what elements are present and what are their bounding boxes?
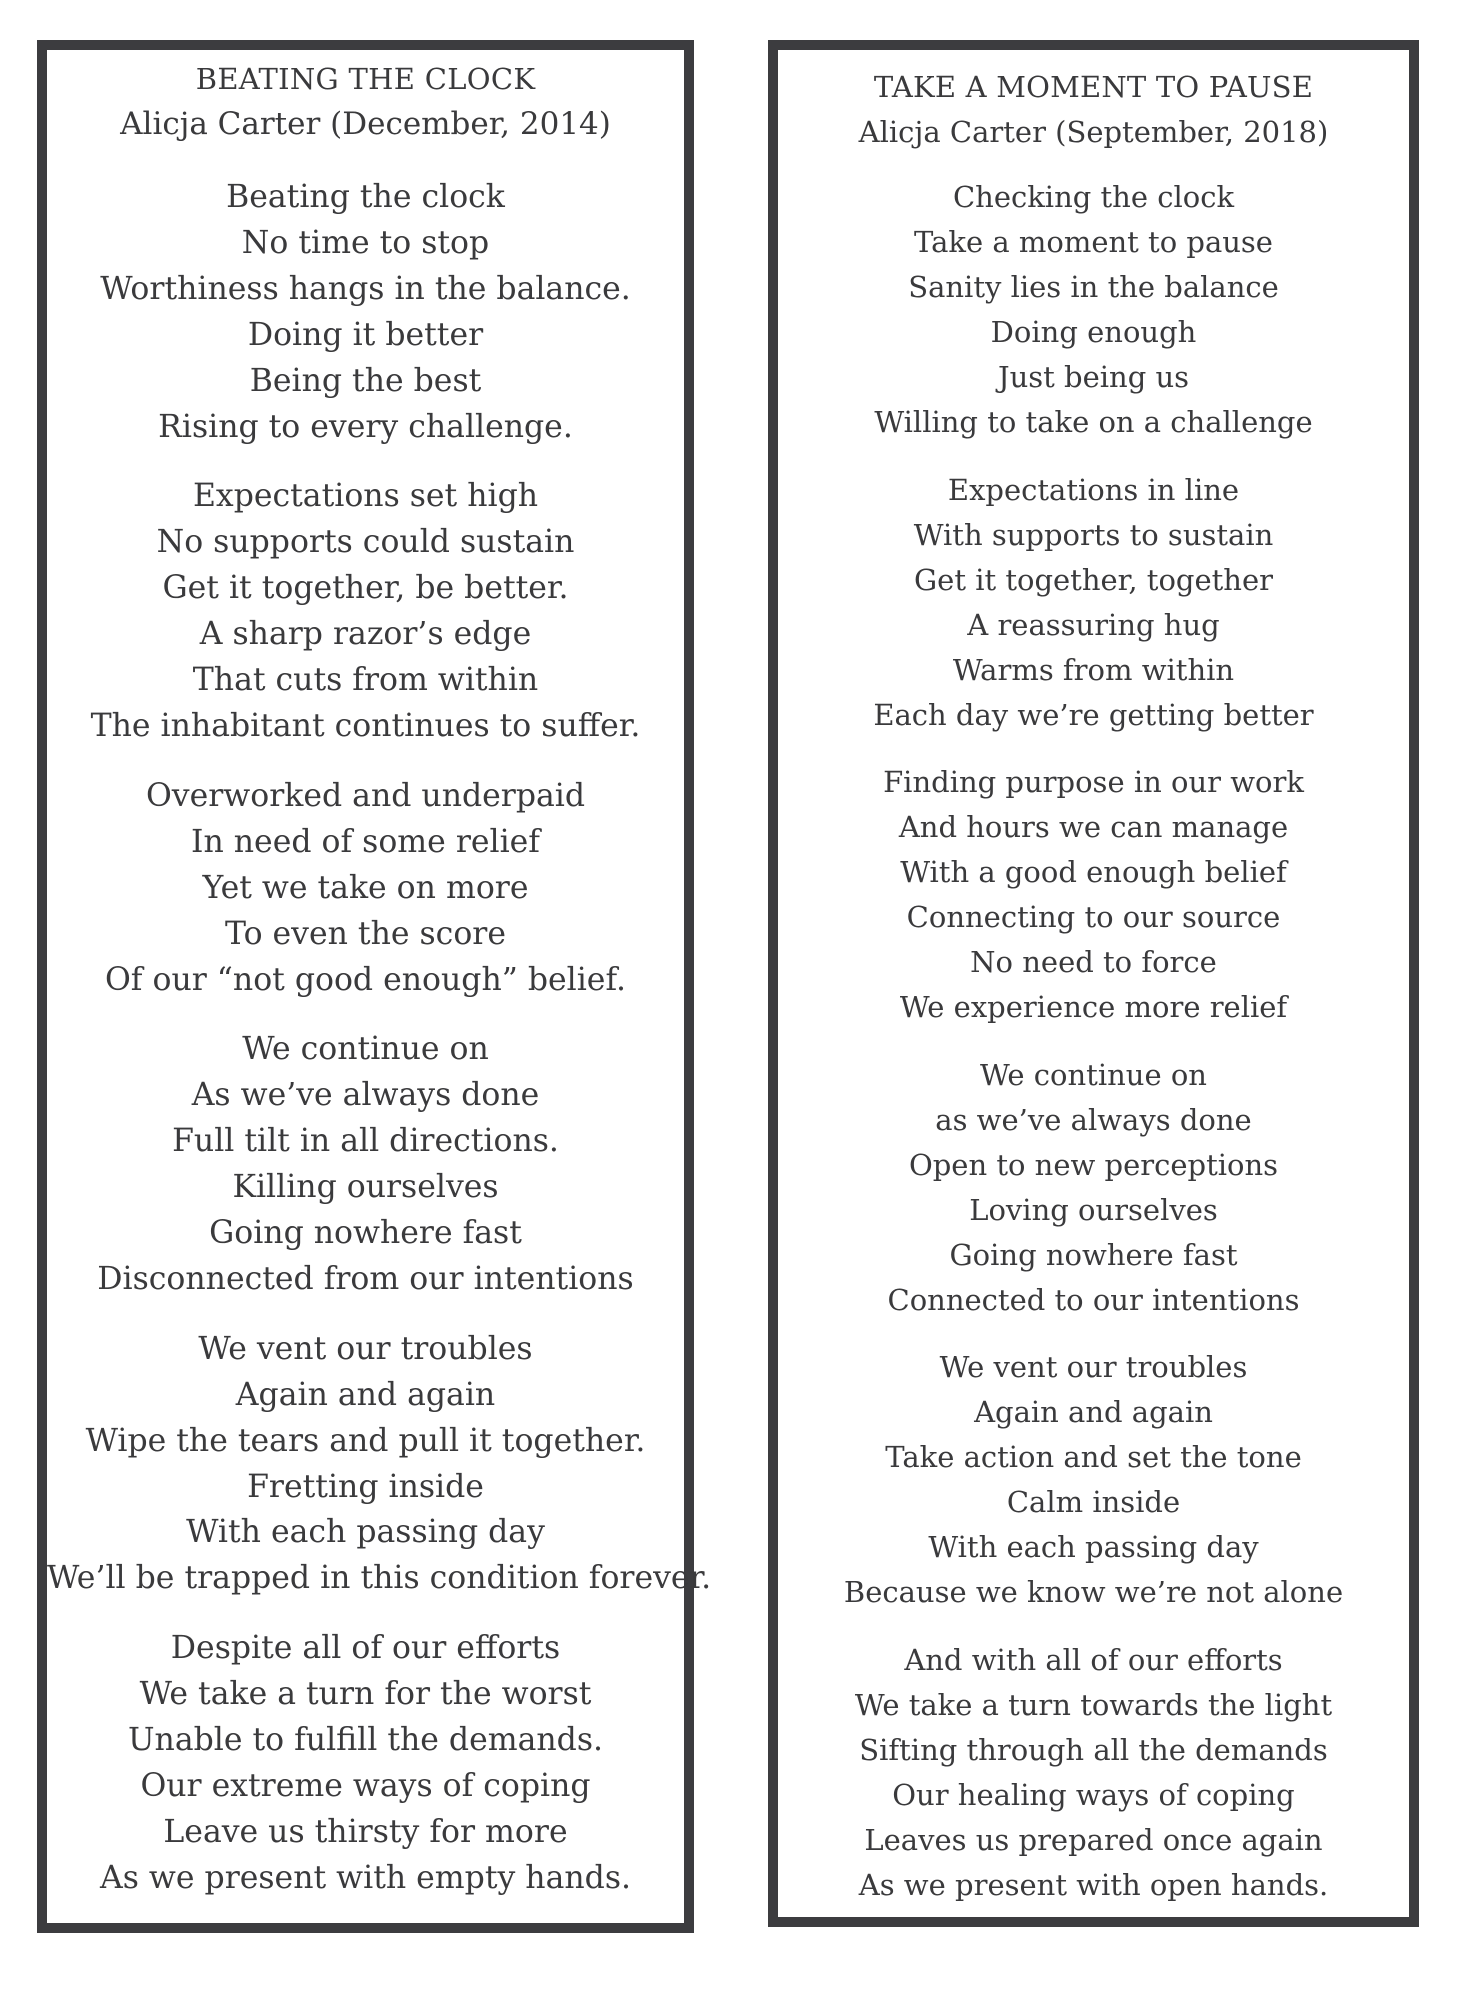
poem-line: With each passing day	[928, 1530, 1259, 1564]
poem-line: Take a moment to pause	[914, 225, 1273, 259]
stanza	[47, 1327, 712, 1602]
poem-line: Expectations set high	[192, 478, 539, 515]
poem-author: Alicja Carter (December, 2014)	[120, 106, 611, 142]
poem-line: We experience more relief	[899, 990, 1288, 1024]
poem-line: Just being us	[997, 360, 1190, 394]
poem-line: Leaves us prepared once again	[864, 1822, 1323, 1857]
poem-line: Checking the clock	[952, 180, 1235, 214]
stanza	[47, 1626, 684, 1901]
poem-line: Killing ourselves	[232, 1169, 499, 1206]
poem-line: Open to new perceptions	[908, 1147, 1279, 1182]
poem-line: Our healing ways of coping	[892, 1777, 1295, 1812]
poem-line: Going nowhere fast	[949, 1237, 1238, 1272]
poem-line: Expectations in line	[947, 472, 1240, 507]
poem-author: Alicja Carter (September, 2018)	[858, 115, 1329, 149]
poem-line: To even the score	[225, 915, 506, 952]
poem-line: We take a turn towards the light	[854, 1687, 1333, 1722]
poem-line: Connecting to our source	[906, 900, 1281, 934]
poem-panel-right	[768, 40, 1419, 1927]
poem-line: And with all of our efforts	[904, 1642, 1283, 1677]
poem-title: BEATING THE CLOCK	[195, 62, 536, 96]
poem-line: Doing enough	[990, 315, 1197, 349]
poem-line: Being the best	[249, 362, 482, 399]
poem-line: Overworked and underpaid	[145, 777, 586, 814]
poem-line: A reassuring hug	[967, 607, 1220, 642]
poem-line: Our extreme ways of coping	[140, 1768, 591, 1804]
poem-line: Beating the clock	[226, 179, 505, 215]
poem-line: Yet we take on more	[202, 869, 529, 906]
poem-line: Disconnected from our intentions	[97, 1260, 634, 1297]
poem-line: The inhabitant continues to suffer.	[90, 707, 641, 744]
poem-line: Sifting through all the demands	[859, 1732, 1328, 1767]
poem-body	[47, 175, 712, 1902]
poem-line: A sharp razor’s edge	[199, 616, 532, 653]
poem-line: That cuts from within	[192, 662, 539, 699]
poem-line: Connected to our intentions	[887, 1282, 1300, 1317]
poem-line: Fretting inside	[247, 1468, 484, 1505]
poem-line: Take action and set the tone	[885, 1440, 1302, 1474]
poem-line: We continue on	[242, 1031, 489, 1068]
poem-title: TAKE A MOMENT TO PAUSE	[873, 70, 1314, 104]
poem-line: Sanity lies in the balance	[908, 270, 1279, 304]
poem-body	[778, 175, 1409, 1908]
poem-line: As we’ve always done	[191, 1077, 540, 1114]
poem-line: With supports to sustain	[913, 517, 1274, 552]
poem-line: Warms from within	[952, 652, 1235, 687]
poem-line: We continue on	[979, 1057, 1207, 1092]
poem-line: Loving ourselves	[969, 1192, 1218, 1227]
poem-line: Doing it better	[247, 316, 484, 353]
stanza	[778, 760, 1409, 1030]
poem-line: Of our “not good enough” belief.	[104, 961, 626, 998]
poem-line: Each day we’re getting better	[873, 697, 1314, 732]
poem-panel-left	[37, 40, 712, 1933]
poem-line: No need to force	[970, 945, 1217, 979]
poem-line: Wipe the tears and pull it together.	[85, 1422, 646, 1459]
poem-line: Get it together, together	[914, 562, 1273, 597]
poem-line: We take a turn for the worst	[139, 1676, 592, 1713]
poem-line: And hours we can manage	[898, 810, 1289, 844]
stanza	[47, 774, 684, 1004]
poem-line: Get it together, be better.	[162, 570, 569, 607]
stanza	[778, 175, 1409, 445]
poem-line: As we present with open hands.	[858, 1867, 1329, 1902]
poem-line: Full tilt in all directions.	[172, 1123, 559, 1160]
poem-line: Rising to every challenge.	[158, 408, 573, 445]
poem-line: as we’ve always done	[935, 1102, 1252, 1137]
poem-line: With each passing day	[186, 1514, 545, 1551]
poem-line: With a good enough belief	[900, 855, 1287, 889]
poem-line: In need of some relief	[191, 823, 540, 860]
stanza	[47, 1027, 684, 1302]
poem-line: As we present with empty hands.	[99, 1859, 631, 1896]
stanza	[778, 1345, 1409, 1615]
poem-line: We vent our troubles	[198, 1330, 533, 1367]
poem-line: Unable to fulfill the demands.	[127, 1722, 604, 1759]
stanza	[778, 1053, 1409, 1323]
stanza	[778, 468, 1409, 738]
stanza	[778, 1638, 1409, 1908]
poem-line: No supports could sustain	[156, 524, 575, 561]
poem-line: Willing to take on a challenge	[874, 405, 1313, 439]
poem-line: Again and again	[235, 1376, 496, 1413]
poem-line: Despite all of our efforts	[170, 1630, 561, 1667]
poem-line: We vent our troubles	[939, 1350, 1248, 1384]
poem-line: Leave us thirsty for more	[163, 1813, 568, 1850]
poem-line: Going nowhere fast	[209, 1215, 522, 1252]
poem-line: Finding purpose in our work	[883, 765, 1304, 799]
poem-line: We’ll be trapped in this condition forever.	[47, 1560, 712, 1597]
poem-line: No time to stop	[241, 224, 490, 261]
poem-line: Again and again	[974, 1395, 1213, 1429]
stanza	[47, 474, 684, 749]
stanza	[47, 175, 684, 450]
poem-line: Because we know we’re not alone	[843, 1575, 1344, 1609]
poem-line: Worthiness hangs in the balance.	[100, 270, 631, 307]
poem-line: Calm inside	[1006, 1485, 1181, 1519]
